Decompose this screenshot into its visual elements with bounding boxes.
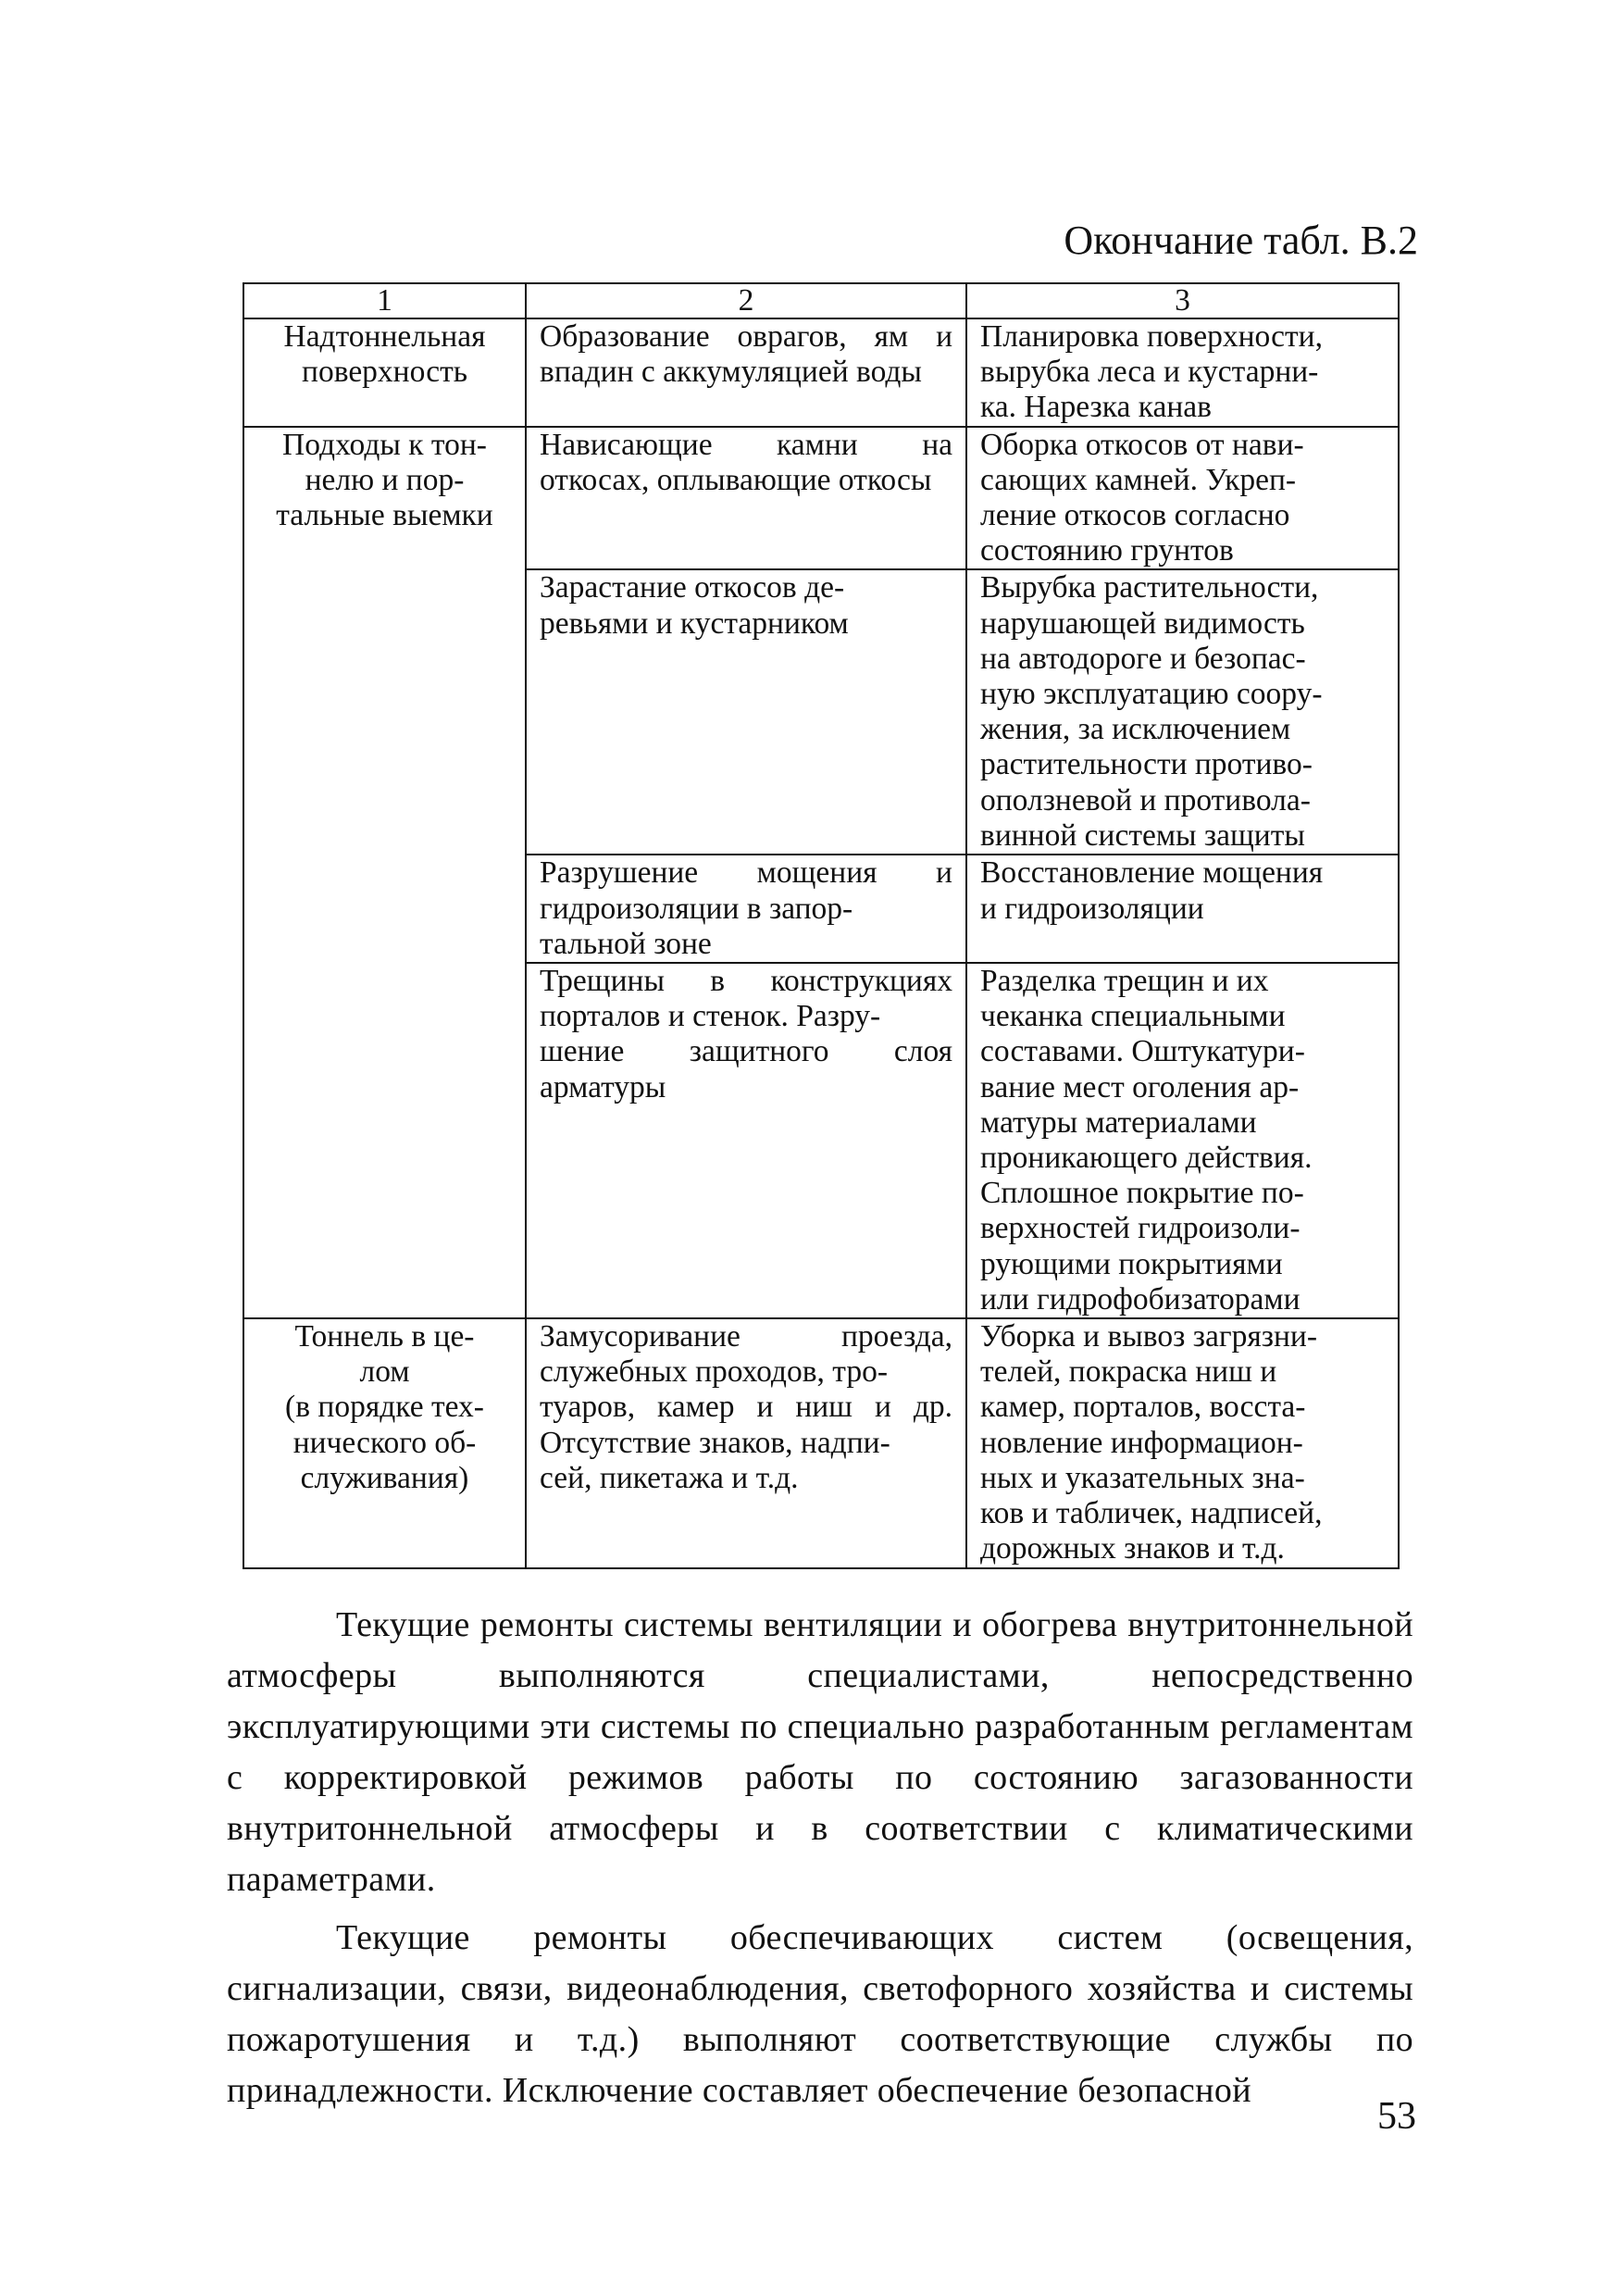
defect-cell: Замусоривание проезда, служебных проходов, тро- туаров, камер и ниш и др. Отсутствие знаков, надпи- сей, пикетажа и т.д. [526, 1318, 966, 1568]
element-cell: Надтоннельная поверхность [243, 318, 526, 427]
repair-cell: Планировка поверхности, вырубка леса и кустарни- ка. Нарезка канав [966, 318, 1399, 427]
repair-cell: Оборка откосов от нави- сающих камней. Укреп- ление откосов согласно состоянию грунтов [966, 427, 1399, 570]
repair-cell: Разделка трещин и их чеканка специальными составами. Оштукатури- вание мест оголения ар- матуры материалами проникающего действия. Сплошное покрытие по- верхностей гидроизоли- рующими покрытиями или гидрофобизаторами [966, 963, 1399, 1318]
defect-cell: Разрушение мощения и гидроизоляции в запор- тальной зоне [526, 855, 966, 963]
repair-cell: Вырубка растительности, нарушающей видимость на автодороге и безопас- ную эксплуатацию соору- жения, за исключением растительности противо- оползневой и противола- винной системы защиты [966, 569, 1399, 855]
body-text [227, 1600, 1413, 2116]
maintenance-table [243, 282, 1400, 1569]
defect-cell: Образование оврагов, ям и впадин с аккумуляцией воды [526, 318, 966, 427]
column-header-2: 2 [526, 283, 966, 318]
table-row [243, 318, 1399, 427]
repair-cell: Уборка и вывоз загрязни- телей, покраска ниш и камер, порталов, восста- новление информацион- ных и указательных зна- ков и табличек, надписей, дорожных знаков и т.д. [966, 1318, 1399, 1568]
column-header-1: 1 [243, 283, 526, 318]
element-cell: Тоннель в це- лом (в порядке тех- нического об- служивания) [243, 1318, 526, 1568]
paragraph: Текущие ремонты обеспечивающих систем (освещения, сигнализации, связи, видеонаблюдения, светофорного хозяйства и системы пожаротушения и т.д.) выполняют соответствующие службы по принадлежности. Исключение составляет обеспечение безопасной [227, 1918, 1413, 2110]
table-header-row [243, 283, 1399, 318]
repair-cell: Восстановление мощения и гидроизоляции [966, 855, 1399, 963]
column-header-3: 3 [966, 283, 1399, 318]
defect-cell: Нависающие камни на откосах, оплывающие откосы [526, 427, 966, 570]
table-caption: Окончание табл. В.2 [1064, 218, 1418, 263]
table-row [243, 1318, 1399, 1568]
paragraph: Текущие ремонты системы вентиляции и обогрева внутритоннельной атмосферы выполняются специалистами, непосредственно эксплуатирующими эти системы по специально разработанным регламентам с корректировкой режимов работы по состоянию загазованности внутритоннельной атмосферы и в соответствии с климатическими параметрами. [227, 1605, 1413, 1899]
element-cell: Подходы к тон- нелю и пор- тальные выемки [243, 427, 526, 1318]
table-row [243, 427, 1399, 570]
defect-cell: Зарастание откосов де- ревьями и кустарником [526, 569, 966, 855]
defect-cell: Трещины в конструкциях порталов и стенок. Разру- шение защитного слоя арматуры [526, 963, 966, 1318]
page-number: 53 [1377, 2095, 1416, 2138]
